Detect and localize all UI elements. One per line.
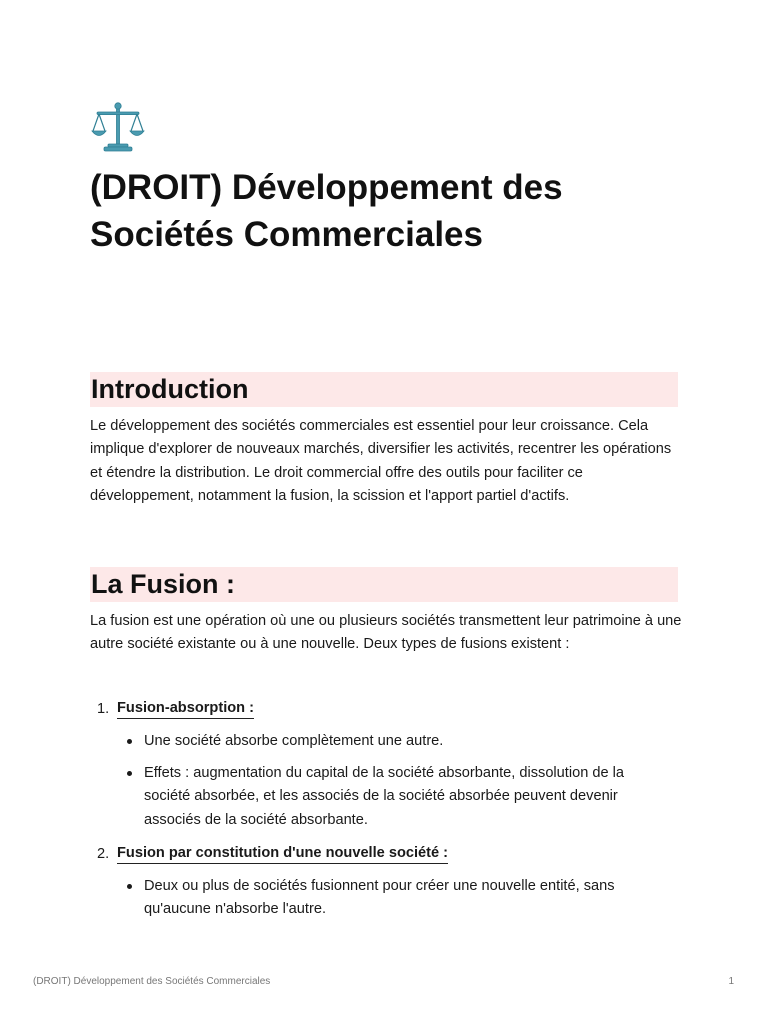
list-number: 1.	[97, 701, 110, 717]
bullet-text: Deux ou plus de sociétés fusionnent pour créer une nouvelle entité, sans qu'aucune n'absorbe l'autre.	[144, 878, 615, 918]
fusion-type-label: Fusion-absorption :	[117, 698, 254, 719]
bullet-text: Une société absorbe complètement une autre.	[144, 733, 444, 749]
introduction-paragraph: Le développement des sociétés commerciales est essentiel pour leur croissance. Cela implique d'explorer de nouveaux marchés, diversifier les activités, recentrer les opérations et étendre la distribution. Le droit commercial offre des outils pour faciliter ce développement, notamment la fusion, la scission et l'apport partiel d'actifs.	[90, 418, 672, 505]
bullet-icon	[127, 739, 132, 744]
page-title: (DROIT) Développement des Sociétés Commerciales	[90, 168, 563, 254]
bullet-icon	[127, 771, 132, 776]
fusion-paragraph: La fusion est une opération où une ou plusieurs sociétés transmettent leur patrimoine à une autre société existante ou à une nouvelle. Deux types de fusions existent :	[90, 613, 682, 653]
footer-title: (DROIT) Développement des Sociétés Commerciales	[33, 976, 271, 987]
page-number: 1	[728, 976, 734, 987]
fusion-type-label: Fusion par constitution d'une nouvelle société :	[117, 843, 448, 864]
balance-scale-icon	[90, 100, 146, 156]
list-number: 2.	[97, 846, 110, 862]
bullet-text: Effets : augmentation du capital de la société absorbante, dissolution de la société absorbée, et les associés de la société absorbée peuvent devenir associés de la société absorbante.	[144, 765, 625, 828]
section-heading-introduction: Introduction	[90, 372, 678, 407]
section-heading-fusion: La Fusion :	[90, 567, 678, 602]
bullet-icon	[127, 884, 132, 889]
